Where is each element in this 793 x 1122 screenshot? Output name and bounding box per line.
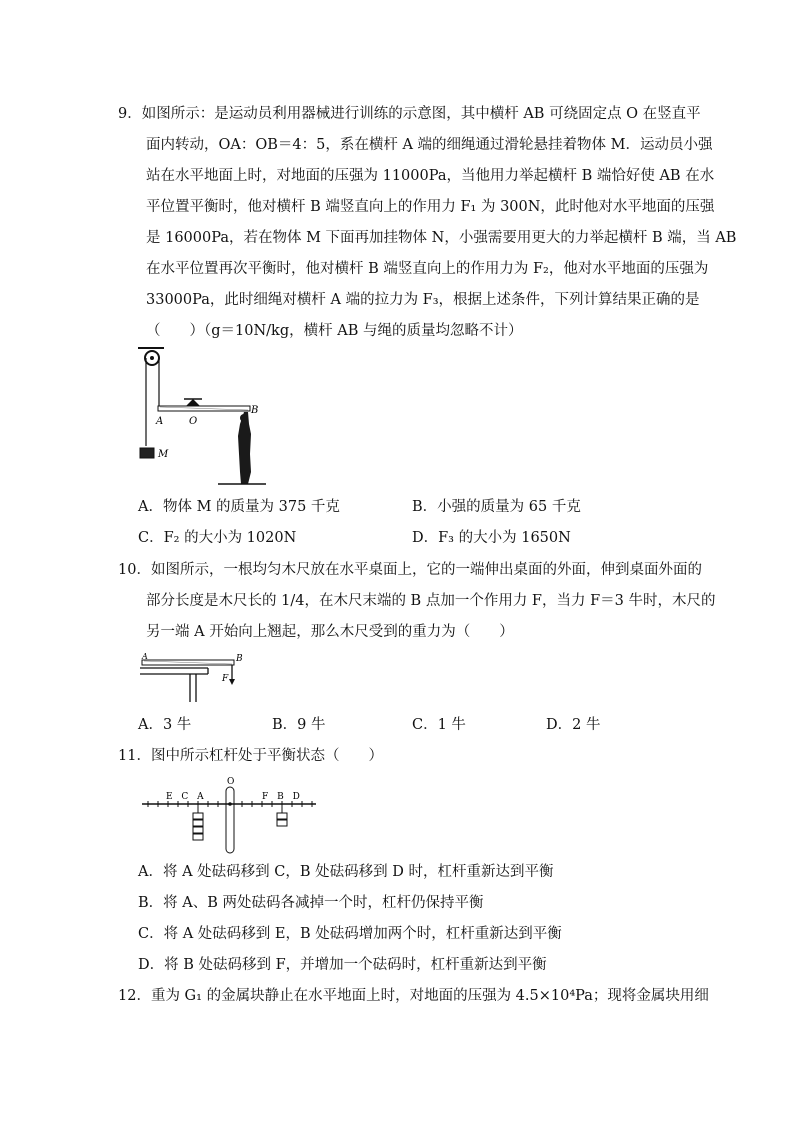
q12-line-1: 12．重为 G₁ 的金属块静止在水平地面上时，对地面的压强为 4.5×10⁴Pa；现将金属块用细 <box>118 988 709 1004</box>
q10-label-b: B <box>236 654 243 664</box>
q10-label-a: A <box>142 652 148 661</box>
q11-option-a: A．将 A 处砝码移到 C，B 处砝码移到 D 时，杠杆重新达到平衡 <box>138 864 554 880</box>
q11-option-c: C．将 A 处砝码移到 E，B 处砝码增加两个时，杠杆重新达到平衡 <box>138 926 562 942</box>
q11-label-o: O <box>227 777 235 787</box>
weights-at-a <box>193 813 203 840</box>
q11-label-left: E C A <box>166 792 207 802</box>
q9-line-5: 是 16000Pa，若在物体 M 下面再加挂物体 N，小强需要用更大的力举起横杆 B 端，当 AB <box>146 230 737 246</box>
pivot-o-icon <box>186 399 200 406</box>
force-arrow-icon <box>229 679 235 685</box>
q9-line-4: 平位置平衡时，他对横杆 B 端竖直向上的作用力 F₁ 为 300N，此时他对水平地面的压强 <box>146 199 715 215</box>
q10-figure <box>140 652 250 704</box>
q10-option-a: A．3 牛 <box>138 717 192 733</box>
q9-line-7: 33000Pa，此时细绳对横杆 A 端的拉力为 F₃，根据上述条件，下列计算结果正确的是 <box>146 292 700 308</box>
q11-option-b: B．将 A、B 两处砝码各减掉一个时，杠杆仍保持平衡 <box>138 895 484 911</box>
weights-at-b <box>277 813 287 826</box>
q9-option-a: A．物体 M 的质量为 375 千克 <box>138 499 340 515</box>
mass-m <box>140 448 154 458</box>
q9-option-c: C．F₂ 的大小为 1020N <box>138 530 297 546</box>
q10-option-c: C．1 牛 <box>412 717 466 733</box>
q9-label-o: O <box>189 416 198 427</box>
q9-line-1: 9．如图所示：是运动员利用器械进行训练的示意图，其中横杆 AB 可绕固定点 O 在竖直平 <box>118 106 701 122</box>
q11-label-right: F B D <box>262 792 303 802</box>
q10-option-d: D．2 牛 <box>546 717 601 733</box>
q9-line-6: 在水平位置再次平衡时，他对横杆 B 端竖直向上的作用力为 F₂，他对水平地面的压强为 <box>146 261 709 277</box>
q11-figure <box>140 775 320 855</box>
athlete-silhouette <box>238 412 251 484</box>
lever-support <box>226 787 234 853</box>
q9-line-8: （ ）（g＝10N/kg，横杆 AB 与绳的质量均忽略不计） <box>146 323 523 339</box>
q9-figure <box>138 344 268 489</box>
q9-label-b: B <box>251 405 259 416</box>
q10-option-b: B．9 牛 <box>272 717 326 733</box>
q10-label-f: F <box>222 674 229 684</box>
q9-label-a: A <box>156 416 164 427</box>
q11-option-d: D．将 B 处砝码移到 F，并增加一个砝码时，杠杆重新达到平衡 <box>138 957 547 973</box>
q9-line-3: 站在水平地面上时，对地面的压强为 11000Pa，当他用力举起横杆 B 端恰好使 AB 在水 <box>146 168 715 184</box>
q10-line-1: 10．如图所示，一根均匀木尺放在水平桌面上，它的一端伸出桌面的外面，伸到桌面外面的 <box>118 562 702 578</box>
q9-option-b: B．小强的质量为 65 千克 <box>412 499 581 515</box>
q10-line-2: 部分长度是木尺长的 1/4，在木尺末端的 B 点加一个作用力 F，当力 F＝3 牛时，木尺的 <box>146 593 716 609</box>
q9-line-2: 面内转动，OA：OB＝4：5，系在横杆 A 端的细绳通过滑轮悬挂着物体 M．运动员小强 <box>146 137 713 153</box>
q9-label-m: M <box>158 449 169 460</box>
q9-option-d: D．F₃ 的大小为 1650N <box>412 530 571 546</box>
q10-line-3: 另一端 A 开始向上翘起，那么木尺受到的重力为（ ） <box>146 624 514 640</box>
q11-line-1: 11．图中所示杠杆处于平衡状态（ ） <box>118 748 383 764</box>
